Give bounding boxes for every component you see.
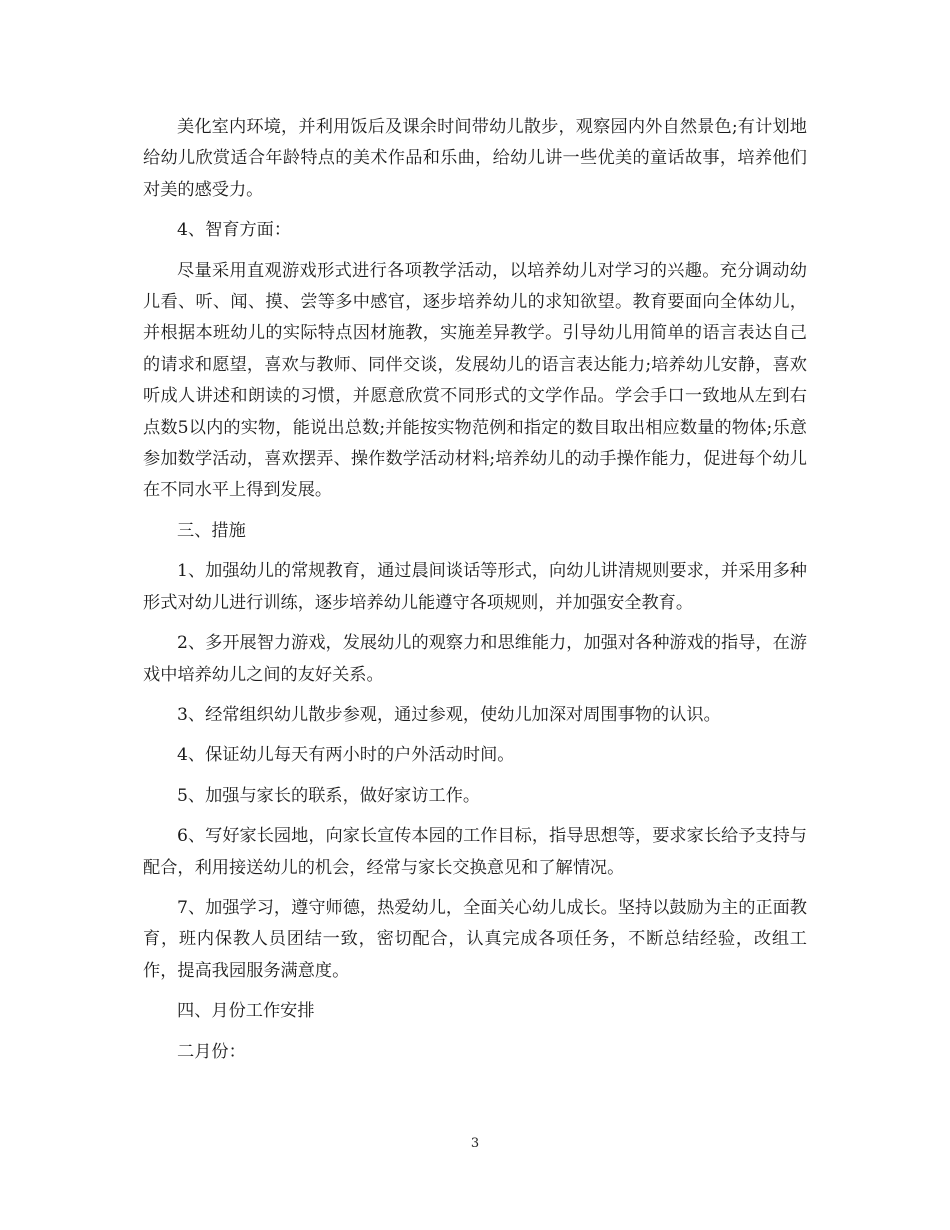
page-number: 3	[470, 1136, 480, 1151]
paragraph-measure-3: 3、经常组织幼儿散步参观，通过参观，使幼儿加深对周围事物的认识。	[177, 704, 721, 725]
paragraph-intellectual-education: 尽量采用直观游戏形式进行各项教学活动，以培养幼儿对学习的兴趣。充分调动幼儿看、听、闻、摸、尝等多中感官，逐步培养幼儿的求知欲望。教育要面向全体幼儿，并根据本班幼儿的实际特点因材施教，实施差异教学。引导幼儿用简单的语言表达自己的请求和愿望，喜欢与教师、同伴交谈，发展幼儿的语言表达能力;培养幼儿安静，喜欢听成人讲述和朗读的习惯，并愿意欣赏不同形式的文学作品。学会手口一致地从左到右点数5以内的实物，能说出总数;并能按实物范例和指定的数目取出相应数量的物体;乐意参加数学活动，喜欢摆弄、操作数学活动材料;培养幼儿的动手操作能力，促进每个幼儿在不同水平上得到发展。	[143, 260, 807, 501]
paragraph-measure-2: 2、多开展智力游戏，发展幼儿的观察力和思维能力，加强对各种游戏的指导，在游戏中培养幼儿之间的友好关系。	[143, 633, 807, 685]
heading-intellectual-education: 4、智育方面：	[177, 220, 292, 241]
paragraph-measure-6: 6、写好家长园地，向家长宣传本园的工作目标，指导思想等，要求家长给予支持与配合，利用接送幼儿的机会，经常与家长交换意见和了解情况。	[143, 826, 807, 878]
paragraph-aesthetic-education: 美化室内环境，并利用饭后及课余时间带幼儿散步，观察园内外自然景色;有计划地给幼儿欣赏适合年龄特点的美术作品和乐曲，给幼儿讲一些优美的童话故事，培养他们对美的感受力。	[143, 117, 807, 200]
paragraph-measure-5: 5、加强与家长的联系，做好家访工作。	[177, 785, 481, 806]
heading-measures: 三、措施	[177, 520, 246, 541]
paragraph-measure-1: 1、加强幼儿的常规教育，通过晨间谈话等形式，向幼儿讲清规则要求，并采用多种形式对幼儿进行训练，逐步培养幼儿能遵守各项规则，并加强安全教育。	[143, 561, 807, 613]
heading-february: 二月份：	[177, 1041, 246, 1062]
paragraph-measure-4: 4、保证幼儿每天有两小时的户外活动时间。	[177, 745, 515, 766]
heading-monthly-schedule: 四、月份工作安排	[177, 1001, 315, 1022]
paragraph-measure-7: 7、加强学习，遵守师德，热爱幼儿，全面关心幼儿成长。坚持以鼓励为主的正面教育，班内保教人员团结一致，密切配合，认真完成各项任务，不断总结经验，改组工作，提高我园服务满意度。	[143, 897, 807, 981]
document-page	[143, 112, 807, 1077]
